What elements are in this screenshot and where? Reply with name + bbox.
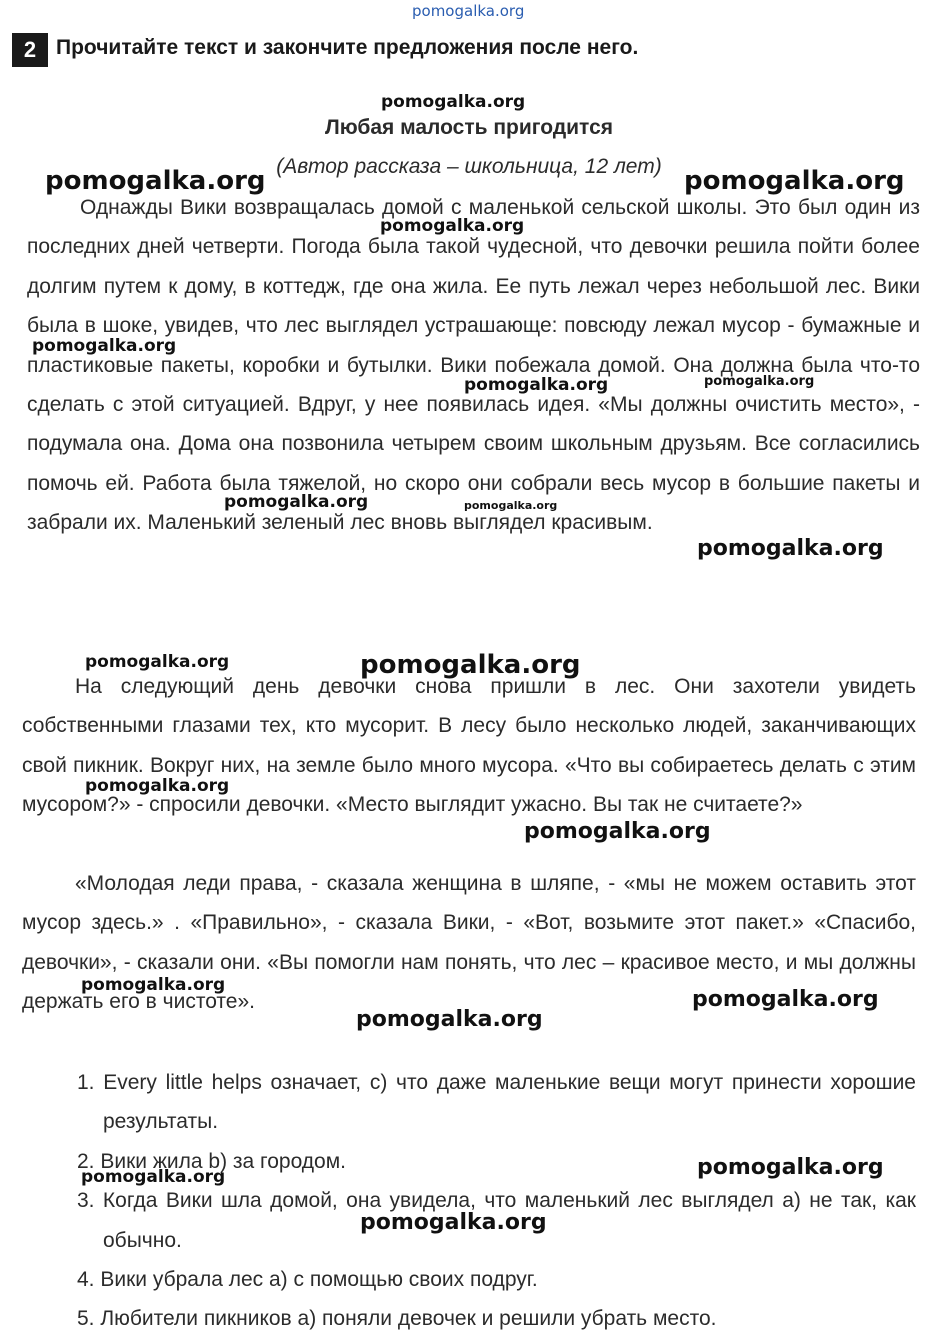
watermark: pomogalka.org — [32, 336, 177, 356]
watermark: pomogalka.org — [704, 374, 815, 389]
watermark: pomogalka.org — [684, 166, 905, 196]
watermark: pomogalka.org — [360, 1210, 547, 1235]
watermark: pomogalka.org — [85, 652, 230, 672]
answer-list — [77, 1063, 916, 1339]
watermark: pomogalka.org — [381, 92, 526, 112]
story-author: (Автор рассказа – школьница, 12 лет) — [276, 155, 662, 178]
watermark: pomogalka.org — [360, 650, 581, 680]
watermark: pomogalka.org — [85, 776, 230, 796]
answer-item: 4. Вики убрала лес a) с помощью своих подруг. — [77, 1268, 538, 1292]
watermark: pomogalka.org — [524, 819, 711, 844]
story-paragraph: На следующий день девочки снова пришли в лес. Они захотели увидеть собственными глазами тех, кто мусорит. В лесу было несколько людей, заканчивающих свой пикник. Вокруг них, на земле было много мусора. «Что вы собираетесь делать с этим мусором?» - спросили девочки. «Место выглядит ужасно. Вы так не считаете?» — [22, 675, 916, 817]
answer-item: 1. Every little helps означает, c) что даже маленькие вещи могут принести хорошие результаты. — [77, 1071, 916, 1134]
task-instruction: Прочитайте текст и закончите предложения после него. — [56, 36, 639, 59]
watermark: pomogalka.org — [697, 1155, 884, 1180]
answer-item: 3. Когда Вики шла домой, она увидела, что маленький лес выглядел a) не так, как обычно. — [77, 1189, 916, 1252]
watermark: pomogalka.org — [464, 375, 609, 395]
watermark: pomogalka.org — [697, 536, 884, 561]
watermark: pomogalka.org — [356, 1007, 543, 1032]
site-watermark: pomogalka.org — [412, 2, 525, 20]
answer-item: 5. Любители пикников a) поняли девочек и решили убрать место. — [77, 1307, 717, 1331]
watermark: pomogalka.org — [224, 492, 369, 512]
watermark: pomogalka.org — [45, 166, 266, 196]
answer-item: 2. Вики жила b) за городом. — [77, 1149, 347, 1173]
watermark: pomogalka.org — [81, 975, 226, 995]
story-paragraph: «Молодая леди права, - сказала женщина в шляпе, - «мы не можем оставить этот мусор здесь.» . «Правильно», - сказала Вики, - «Вот, возьмите этот пакет.» «Спасибо, девочки», - сказали они. «Вы помогли нам понять, что лес – красивое место, и мы должны держать его в чистоте». — [22, 872, 916, 1014]
watermark: pomogalka.org — [692, 987, 879, 1012]
story-title: Любая малость пригодится — [324, 116, 613, 139]
watermark: pomogalka.org — [380, 216, 525, 236]
task-number-badge: 2 — [12, 33, 48, 67]
watermark: pomogalka.org — [81, 1167, 226, 1187]
story-paragraph: Однажды Вики возвращалась домой с маленькой сельской школы. Это был один из последних дней четверти. Погода была такой чудесной, что девочки решила пойти более долгим путем к дому, в коттедж, где она жила. Ее путь лежал через небольшой лес. Вики была в шоке, увидев, что лес выглядел устрашающе: повсюду лежал мусор - бумажные и пластиковые пакеты, коробки и бутылки. Вики побежала домой. Она должна была что-то сделать с этой ситуацией. Вдруг, у нее появилась идея. «Мы должны очистить место», - подумала она. Дома она позвонила четырем своим школьным друзьям. Все согласились помочь ей. Работа была тяжелой, но скоро они собрали весь мусор в большие пакеты и забрали их. Маленький зеленый лес вновь выглядел красивым. — [27, 196, 920, 535]
watermark: pomogalka.org — [464, 499, 558, 512]
